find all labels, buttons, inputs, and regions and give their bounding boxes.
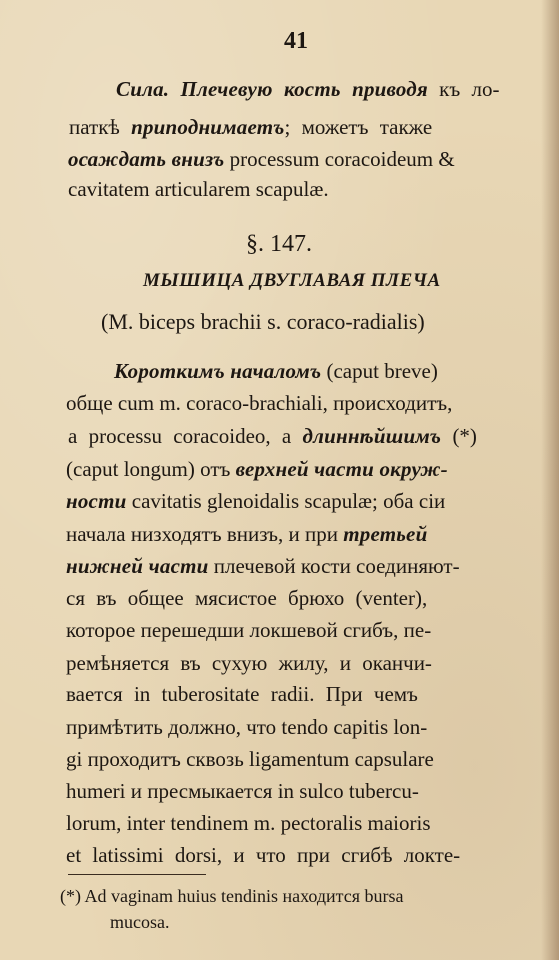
italic-text: осаждать внизъ [68, 147, 225, 171]
footnote-ref: (*) [441, 424, 477, 448]
text-line: обще cum m. coraco-brachiali, происходитъ, [66, 391, 453, 415]
italic-text: нижней части [66, 554, 209, 578]
text-span: плечевой кости соединяют- [208, 554, 460, 578]
italic-text: Сила. [116, 77, 170, 101]
page-number: 41 [284, 28, 308, 54]
text-line: gi проходитъ сквозь ligamentum capsulare [66, 747, 434, 771]
text-line: cavitatem articularem scapulæ. [68, 177, 329, 201]
text-line [66, 456, 448, 482]
section-number: §. 147. [246, 231, 312, 257]
text-span: къ ло- [427, 77, 500, 101]
text-span: начала низходятъ внизъ, и при [66, 522, 344, 546]
section-subtitle: (M. biceps brachii s. coraco-radialis) [101, 309, 425, 334]
text-span: (caput breve) [321, 359, 438, 383]
text-line [66, 521, 427, 547]
text-line: lorum, inter tendinem m. pectoralis maioris [66, 811, 431, 835]
text-line: et latissimi dorsi, и что при сгибѣ локте- [66, 843, 461, 867]
italic-text: третьей [343, 522, 428, 546]
text-span: паткѣ [69, 115, 132, 139]
footnote-line: (*) Ad vaginam huius tendinis находится bursa [60, 886, 404, 906]
text-line: ся въ общее мясистое брюхо (venter), [66, 586, 428, 610]
text-line [69, 114, 432, 140]
text-line: humeri и пресмыкается in sulco tubercu- [66, 779, 419, 803]
text-line [116, 76, 499, 102]
page-edge-shadow [541, 0, 559, 960]
text-line [68, 423, 477, 449]
text-line: вается in tuberositate radii. При чемъ [66, 682, 418, 706]
italic-text: длиннѣйшимъ [302, 424, 442, 448]
text-line [66, 488, 445, 514]
footnote-divider [68, 874, 206, 875]
text-span: a processu coracoideo, a [68, 424, 303, 448]
footnote-line: mucosa. [110, 912, 170, 932]
italic-text: верхней части окруж- [235, 457, 448, 481]
text-line: которое перешедши локшевой сгибъ, пе- [66, 618, 432, 642]
text-line: ремѣняется въ сухую жилу, и оканчи- [66, 651, 432, 675]
section-title: МЫШИЦА ДВУГЛАВАЯ ПЛЕЧА [143, 270, 441, 291]
text-line: примѣтить должно, что tendo capitis lon- [66, 715, 428, 739]
italic-text: приподнимаетъ [131, 115, 285, 139]
text-span: ; можетъ также [284, 115, 433, 139]
italic-text: Плечевую кость приводя [180, 77, 428, 101]
italic-text: ности [66, 489, 127, 513]
text-line [114, 358, 438, 384]
text-line [68, 146, 455, 172]
italic-text: Короткимъ началомъ [114, 359, 322, 383]
text-line [66, 553, 460, 579]
text-span: processum coracoideum & [224, 147, 455, 171]
text-span: (caput longum) отъ [66, 457, 236, 481]
text-span: cavitatis glenoidalis scapulæ; оба сіи [126, 489, 446, 513]
